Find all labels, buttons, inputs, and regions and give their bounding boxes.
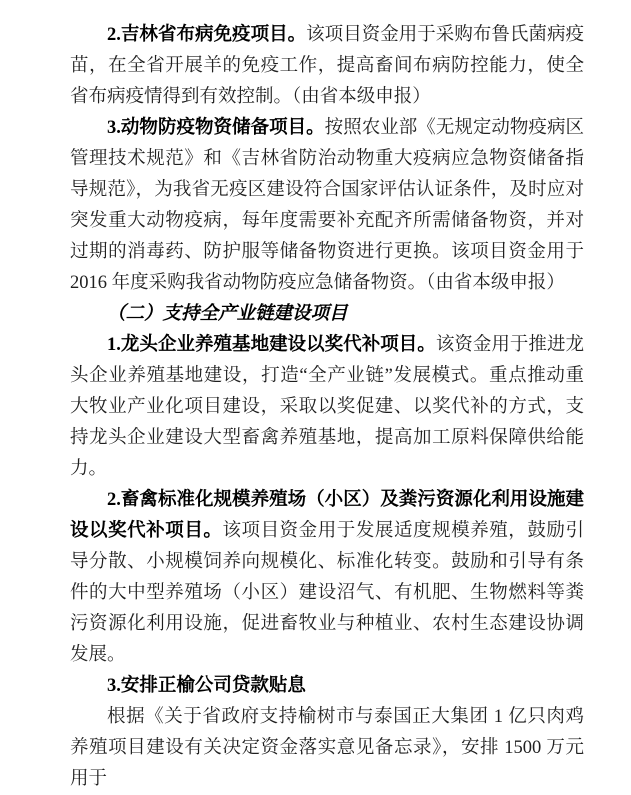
- heading-zhengyu-loan-discount-text: 3.安排正榆公司贷款贴息: [107, 676, 306, 696]
- para-brucellosis-body-text: 该项目资金用于采购布鲁氏菌病疫苗，在全省开展羊的免疫工作，提高畜间布病防控能力，使全省布病疫情得到有效控制。（由省本级申报）: [70, 25, 584, 107]
- para-standardized-farms-body-text: 该项目资金用于发展适度规模养殖，鼓励引导分散、小规模饲养向规模化、标准化转变。鼓励和引导有条件的大中型养殖场（小区）建设沼气、有机肥、生物燃料等粪污资源化利用设施，促进畜牧业与种植业、农村生态建设协调发展。: [70, 521, 584, 665]
- heading-full-industry-chain-text: （二）支持全产业链建设项目: [107, 304, 348, 324]
- para-leading-enterprise-lead-bold: 1.龙头企业养殖基地建设以奖代补项目。: [107, 335, 436, 355]
- heading-zhengyu-loan-discount: [70, 671, 584, 702]
- heading-full-industry-chain: [70, 299, 584, 330]
- para-leading-enterprise-body-text: 该资金用于推进龙头企业养殖基地建设，打造“全产业链”发展模式。重点推动重大牧业产业化项目建设，采取以奖促建、以奖代补的方式，支持龙头企业建设大型畜禽养殖基地，提高加工原料保障供给能力。: [70, 335, 584, 479]
- para-standardized-farms-lead-bold: 2.畜禽标准化规模养殖场（小区）及粪污资源化利用设施建设以奖代补项目。: [70, 490, 584, 541]
- para-supplies-lead-bold: 3.动物防疫物资储备项目。: [107, 118, 325, 138]
- document-page: [70, 20, 584, 795]
- para-supplies-body-text: 按照农业部《无规定动物疫病区管理技术规范》和《吉林省防治动物重大疫病应急物资储备指导规范》，为我省无疫区建设符合国家评估认证条件，及时应对突发重大动物疫病，每年度需要补充配齐所需储备物资，并对过期的消毒药、防护服等储备物资进行更换。该项目资金用于 2016 年度采购我省动物防疫应急储备物资。（由省本级申报）: [70, 118, 584, 293]
- para-leading-enterprise-subsidy: [70, 330, 584, 485]
- para-zhengyu-loan-details: [70, 702, 584, 795]
- para-epidemic-supplies-reserve: [70, 113, 584, 299]
- para-brucellosis-immunization: [70, 20, 584, 113]
- para-standardized-farms-subsidy: [70, 485, 584, 671]
- para-zhengyu-loan-details-text: 根据《关于省政府支持榆树市与泰国正大集团 1 亿只肉鸡养殖项目建设有关决定资金落实意见备忘录》，安排 1500 万元用于: [70, 707, 584, 789]
- para-brucellosis-lead-bold: 2.吉林省布病免疫项目。: [107, 25, 307, 45]
